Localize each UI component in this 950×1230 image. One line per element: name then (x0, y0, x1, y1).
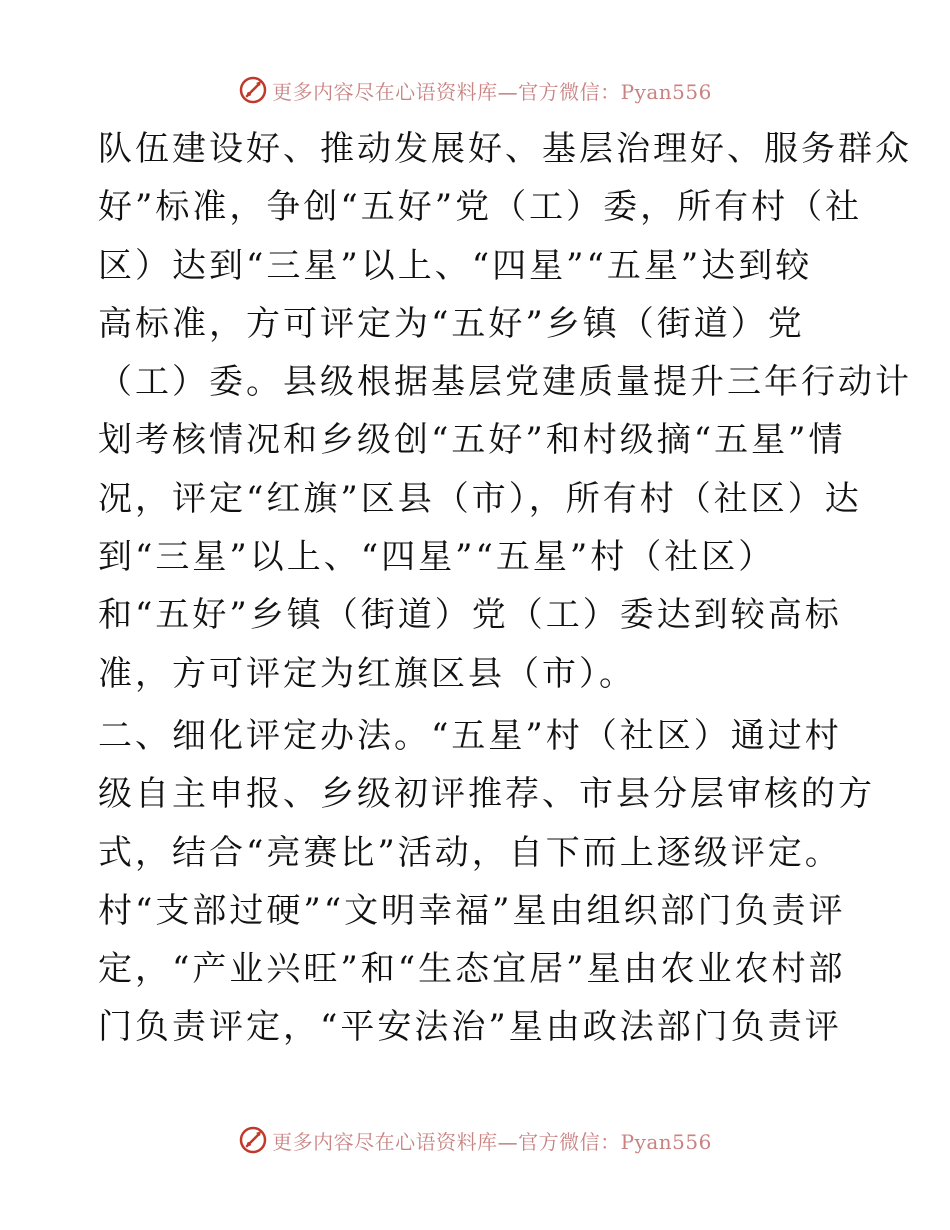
header-banner-text: 更多内容尽在心语资料库—官方微信：Pyan556 (272, 79, 712, 104)
document-body (98, 120, 912, 1057)
paragraph-continued (98, 120, 912, 703)
text-line: 级自主申报、乡级初评推荐、市县分层审核的方 (98, 774, 875, 815)
text-line: 式，结合“亮赛比”活动，自下而上逐级评定。 (98, 832, 842, 873)
text-line: 区）达到“三星”以上、“四星”“五星”达到较 (98, 245, 813, 286)
text-line: 划考核情况和乡级创“五好”和村级摘“五星”情 (98, 420, 846, 461)
brand-logo-icon (238, 75, 268, 105)
footer-watermark-banner (0, 1120, 950, 1160)
text-line: 门负责评定，“平安法治”星由政法部门负责评 (98, 1007, 842, 1048)
paragraph-section-two (98, 707, 875, 1057)
footer-banner-text: 更多内容尽在心语资料库—官方微信：Pyan556 (272, 1129, 712, 1154)
text-line: 队伍建设好、推动发展好、基层治理好、服务群众 (98, 129, 912, 169)
text-line: 况，评定“红旗”区县（市），所有村（社区）达 (98, 478, 862, 519)
text-line: 二、细化评定办法。“五星”村（社区）通过村 (98, 715, 842, 756)
text-line: 村“支部过硬”“文明幸福”星由组织部门负责评 (98, 890, 846, 931)
text-line: 和“五好”乡镇（街道）党（工）委达到较高标 (98, 595, 842, 636)
text-line: 高标准，方可评定为“五好”乡镇（街道）党 (98, 303, 805, 344)
brand-logo-icon (238, 1125, 268, 1155)
text-line: 准，方可评定为红旗区县（市）。 (98, 653, 636, 694)
text-line: 好”标准，争创“五好”党（工）委，所有村（社 (98, 187, 863, 228)
header-watermark-banner (0, 70, 950, 110)
text-line: 到“三星”以上、“四星”“五星”村（社区） (98, 537, 776, 578)
text-line: （工）委。县级根据基层党建质量提升三年行动计 (98, 362, 912, 403)
text-line: 定，“产业兴旺”和“生态宜居”星由农业农村部 (98, 949, 846, 990)
